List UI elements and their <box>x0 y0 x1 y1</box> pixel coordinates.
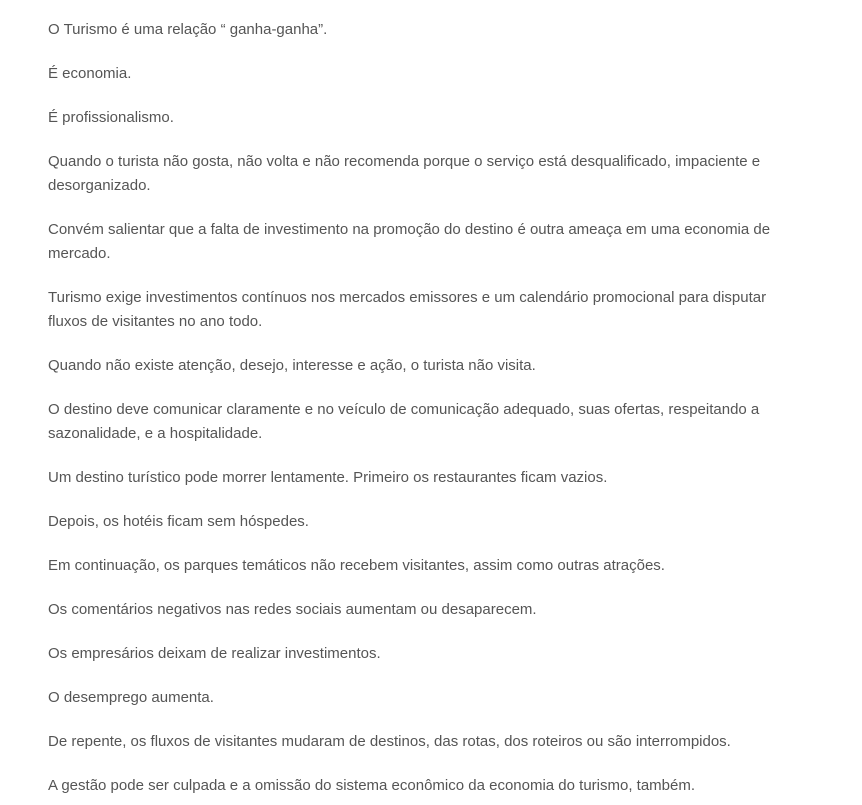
article-paragraph: Um destino turístico pode morrer lentamente. Primeiro os restaurantes ficam vazios. <box>48 469 608 486</box>
article-paragraph: Os comentários negativos nas redes sociais aumentam ou desaparecem. <box>48 601 537 618</box>
article-paragraph: De repente, os fluxos de visitantes mudaram de destinos, das rotas, dos roteiros ou são interrompidos. <box>48 733 731 750</box>
article-paragraph: Convém salientar que a falta de investimento na promoção do destino é outra ameaça em uma economia de mercado. <box>48 221 771 262</box>
article-paragraph: É economia. <box>48 65 132 82</box>
article-paragraph: O destino deve comunicar claramente e no veículo de comunicação adequado, suas ofertas, respeitando a sazonalidade, e a hospitalidade. <box>48 401 760 442</box>
article-paragraph: O Turismo é uma relação “ ganha-ganha”. <box>48 21 328 38</box>
article-body <box>48 0 793 798</box>
article-paragraph: A gestão pode ser culpada e a omissão do sistema econômico da economia do turismo, também. <box>48 777 696 794</box>
article-paragraph: Depois, os hotéis ficam sem hóspedes. <box>48 513 309 530</box>
article-paragraph: Quando não existe atenção, desejo, interesse e ação, o turista não visita. <box>48 357 536 374</box>
article-paragraph: Em continuação, os parques temáticos não recebem visitantes, assim como outras atrações. <box>48 557 665 574</box>
article-paragraph: O desemprego aumenta. <box>48 689 214 706</box>
article-paragraph: Turismo exige investimentos contínuos nos mercados emissores e um calendário promocional para disputar fluxos de visitantes no ano todo. <box>48 289 767 330</box>
article-paragraph: É profissionalismo. <box>48 109 174 126</box>
article-paragraph: Quando o turista não gosta, não volta e não recomenda porque o serviço está desqualificado, impaciente e desorganizado. <box>48 153 761 194</box>
article-paragraph: Os empresários deixam de realizar investimentos. <box>48 645 381 662</box>
